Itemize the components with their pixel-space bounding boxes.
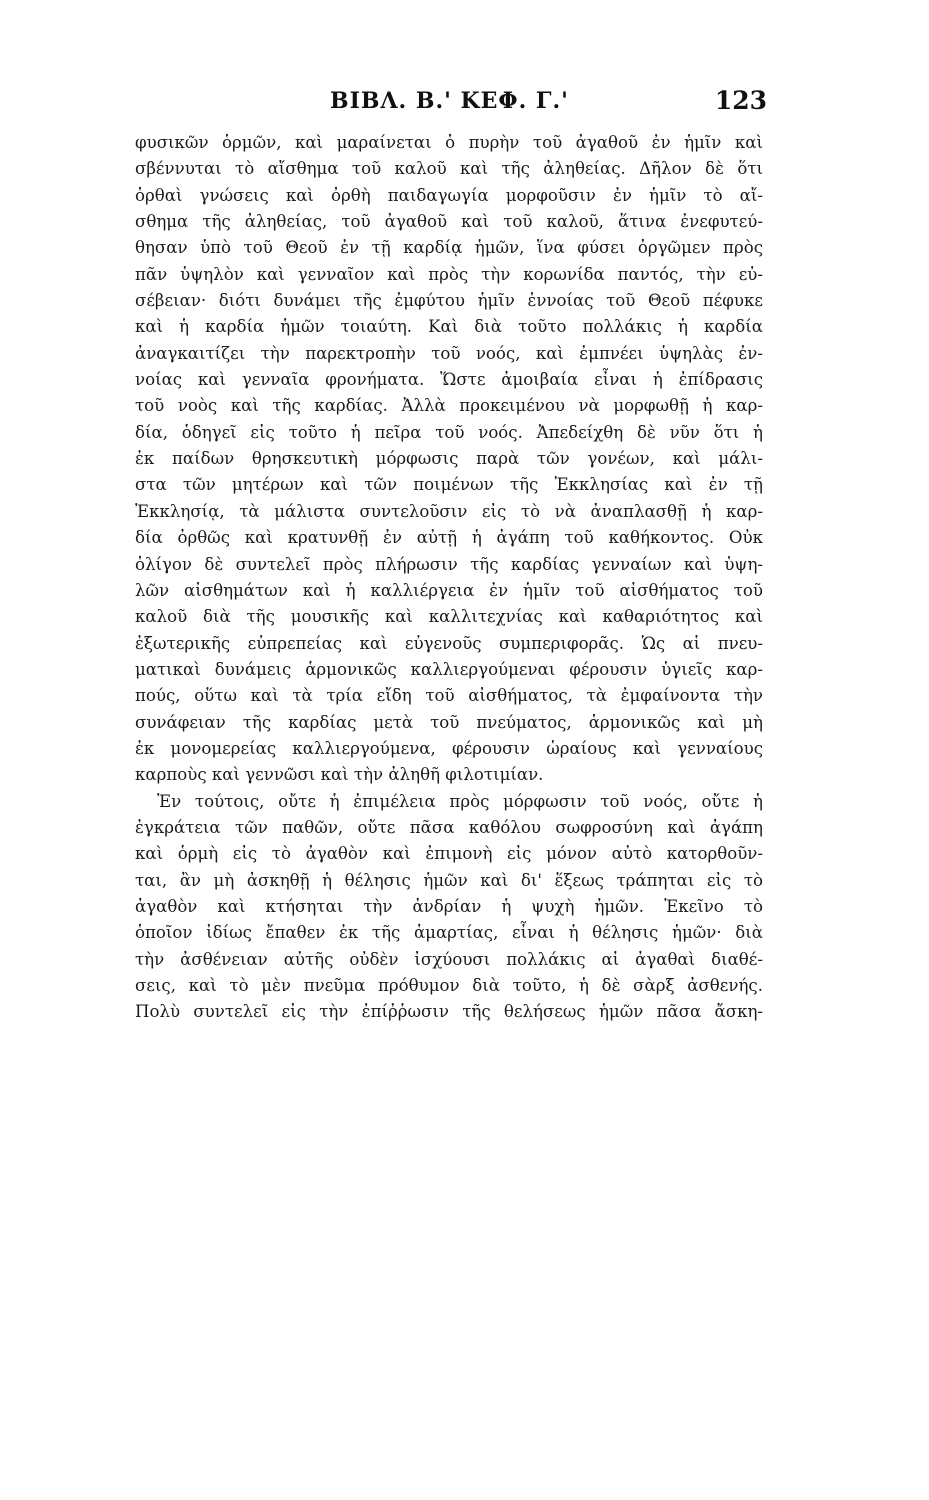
text-line: καὶ ὁρμὴ εἰς τὸ ἀγαθὸν καὶ ἐπιμονὴ εἰς μόνον αὐτὸ κατορθοῦν- xyxy=(135,844,763,864)
text-line: ἐξωτερικῆς εὐπρεπείας καὶ εὐγενοῦς συμπεριφορᾶς. Ὡς αἱ πνευ- xyxy=(135,633,763,653)
text-line: καρποὺς καὶ γεννῶσι καὶ τὴν ἀληθῆ φιλοτιμίαν. xyxy=(135,765,544,785)
text-line: θησαν ὑπὸ τοῦ Θεοῦ ἐν τῇ καρδίᾳ ἡμῶν, ἵνα φύσει ὀργῶμεν πρὸς xyxy=(135,238,763,258)
text-line: ὀλίγον δὲ συντελεῖ πρὸς πλήρωσιν τῆς καρδίας γενναίων καὶ ὑψη- xyxy=(135,554,763,574)
text-line: πᾶν ὑψηλὸν καὶ γενναῖον καὶ πρὸς τὴν κορωνίδα παντός, τὴν εὐ- xyxy=(135,264,763,284)
page-number: 123 xyxy=(714,86,767,115)
text-line: δία ὀρθῶς καὶ κρατυνθῇ ἐν αὐτῇ ἡ ἀγάπη τοῦ καθήκοντος. Οὐκ xyxy=(135,528,763,548)
text-line: ται, ἂν μὴ ἀσκηθῇ ἡ θέλησις ἡμῶν καὶ δι' ἕξεως τράπηται εἰς τὸ xyxy=(135,870,763,890)
text-line: πούς, οὕτω καὶ τὰ τρία εἴδη τοῦ αἰσθήματος, τὰ ἐμφαίνοντα τὴν xyxy=(135,686,763,706)
text-line: σθημα τῆς ἀληθείας, τοῦ ἀγαθοῦ καὶ τοῦ καλοῦ, ἅτινα ἐνεφυτεύ- xyxy=(135,212,763,232)
text-line: φυσικῶν ὁρμῶν, καὶ μαραίνεται ὁ πυρὴν τοῦ ἀγαθοῦ ἐν ἡμῖν καὶ xyxy=(135,133,763,152)
text-line: ματικαὶ δυνάμεις ἁρμονικῶς καλλιεργούμεναι φέρουσιν ὑγιεῖς καρ- xyxy=(135,659,763,679)
text-line: δία, ὁδηγεῖ εἰς τοῦτο ἡ πεῖρα τοῦ νοός. Ἀπεδείχθη δὲ νῦν ὅτι ἡ xyxy=(135,422,763,442)
text-line: ἀναγκαιτίζει τὴν παρεκτροπὴν τοῦ νοός, καὶ ἐμπνέει ὑψηλὰς ἐν- xyxy=(135,343,763,363)
text-line: στα τῶν μητέρων καὶ τῶν ποιμένων τῆς Ἐκκλησίας καὶ ἐν τῇ xyxy=(135,475,763,495)
text-line: ὀρθαὶ γνώσεις καὶ ὀρθὴ παιδαγωγία μορφοῦσιν ἐν ἡμῖν τὸ αἴ- xyxy=(135,185,763,205)
text-line: νοίας καὶ γενναῖα φρονήματα. Ὥστε ἀμοιβαία εἶναι ἡ ἐπίδρασις xyxy=(135,370,763,390)
text-line: Ἐκκλησίᾳ, τὰ μάλιστα συντελοῦσιν εἰς τὸ νὰ ἀναπλασθῇ ἡ καρ- xyxy=(135,501,763,521)
text-line: ἐγκράτεια τῶν παθῶν, οὔτε πᾶσα καθόλου σωφροσύνη καὶ ἀγάπη xyxy=(135,817,763,837)
text-line: σεις, καὶ τὸ μὲν πνεῦμα πρόθυμον διὰ τοῦτο, ἡ δὲ σὰρξ ἀσθενής. xyxy=(135,976,763,995)
text-line: ὁποῖον ἰδίως ἔπαθεν ἐκ τῆς ἁμαρτίας, εἶναι ἡ θέλησις ἡμῶν· διὰ xyxy=(135,923,763,943)
page-header xyxy=(0,84,929,120)
text-line: λῶν αἰσθημάτων καὶ ἡ καλλιέργεια ἐν ἡμῖν τοῦ αἰσθήματος τοῦ xyxy=(135,580,763,600)
text-line: ἀγαθὸν καὶ κτήσηται τὴν ἀνδρίαν ἡ ψυχὴ ἡμῶν. Ἐκεῖνο τὸ xyxy=(135,896,763,916)
text-line: καλοῦ διὰ τῆς μουσικῆς καὶ καλλιτεχνίας καὶ καθαριότητος καὶ xyxy=(135,607,763,627)
body-text xyxy=(135,130,763,1026)
text-line: καὶ ἡ καρδία ἡμῶν τοιαύτη. Καὶ διὰ τοῦτο πολλάκις ἡ καρδία xyxy=(135,317,763,337)
text-line: ἐκ μονομερείας καλλιεργούμενα, φέρουσιν ὡραίους καὶ γενναίους xyxy=(135,738,763,758)
text-line: σβέννυται τὸ αἴσθημα τοῦ καλοῦ καὶ τῆς ἀληθείας. Δῆλον δὲ ὅτι xyxy=(135,159,763,179)
text-line: σέβειαν· διότι δυνάμει τῆς ἐμφύτου ἡμῖν ἐννοίας τοῦ Θεοῦ πέφυκε xyxy=(135,291,763,311)
text-line: ἐκ παίδων θρησκευτικὴ μόρφωσις παρὰ τῶν γονέων, καὶ μάλι- xyxy=(135,449,763,469)
text-line: Ἐν τούτοις, οὔτε ἡ ἐπιμέλεια πρὸς μόρφωσιν τοῦ νοός, οὔτε ἡ xyxy=(157,791,763,811)
text-line: Πολὺ συντελεῖ εἰς τὴν ἐπίῤῥωσιν τῆς θελήσεως ἡμῶν πᾶσα ἄσκη- xyxy=(135,1002,763,1022)
text-line: τοῦ νοὸς καὶ τῆς καρδίας. Ἀλλὰ προκειμένου νὰ μορφωθῇ ἡ καρ- xyxy=(135,396,763,416)
running-head: ΒΙΒΛ. Β.' ΚΕΦ. Γ.' xyxy=(330,88,569,114)
text-line: τὴν ἀσθένειαν αὐτῆς οὐδὲν ἰσχύουσι πολλάκις αἱ ἀγαθαὶ διαθέ- xyxy=(135,949,763,969)
text-line: συνάφειαν τῆς καρδίας μετὰ τοῦ πνεύματος, ἁρμονικῶς καὶ μὴ xyxy=(135,712,763,732)
